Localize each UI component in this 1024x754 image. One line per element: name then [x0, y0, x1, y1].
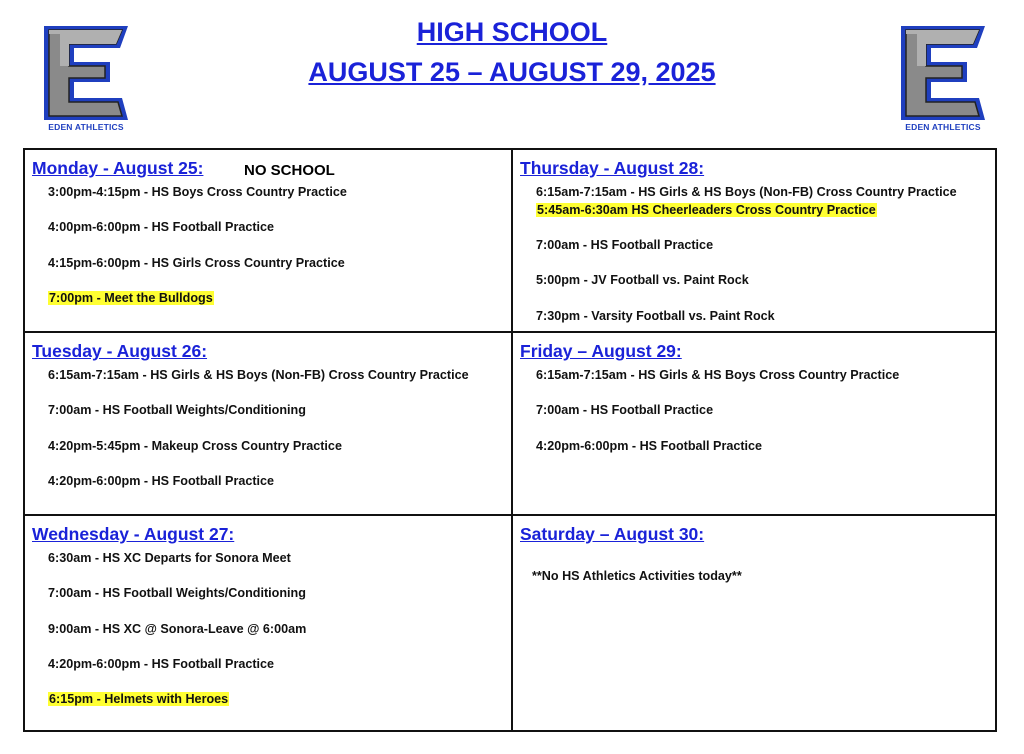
event-item: 6:30am - HS XC Departs for Sonora Meet [48, 551, 291, 565]
no-school-note: NO SCHOOL [244, 162, 335, 179]
event-item: 4:20pm-6:00pm - HS Football Practice [48, 657, 275, 671]
event-item: 7:00am - HS Football Practice [536, 403, 714, 417]
event-item-highlighted [48, 691, 229, 707]
day-heading: Wednesday - August 27: [32, 524, 235, 544]
event-item: 5:00pm - JV Football vs. Paint Rock [536, 273, 749, 287]
event-highlight-text: 6:15pm - Helmets with Heroes [49, 692, 229, 706]
event-item: 6:15am-7:15am - HS Girls & HS Boys (Non-FB) Cross Country Practice [48, 368, 469, 382]
event-item: 9:00am - HS XC @ Sonora-Leave @ 6:00am [48, 622, 307, 636]
day-heading: Thursday - August 28: [520, 158, 705, 178]
event-item: 4:15pm-6:00pm - HS Girls Cross Country Practice [48, 256, 345, 270]
event-item: 4:20pm-5:45pm - Makeup Cross Country Practice [48, 439, 342, 453]
logo-caption: EDEN ATHLETICS [48, 122, 124, 132]
schedule-grid [23, 148, 997, 732]
event-item: 7:00am - HS Football Weights/Conditioning [48, 586, 306, 600]
logo-caption: EDEN ATHLETICS [905, 122, 981, 132]
page-title: HIGH SCHOOL [416, 17, 608, 47]
event-highlight-text: 5:45am-6:30am HS Cheerleaders Cross Country Practice [537, 203, 876, 217]
event-item: 4:20pm-6:00pm - HS Football Practice [48, 474, 275, 488]
day-heading: Tuesday - August 26: [32, 341, 208, 361]
event-item: 4:00pm-6:00pm - HS Football Practice [48, 220, 275, 234]
day-cell-friday [513, 333, 997, 514]
event-item: 3:00pm-4:15pm - HS Boys Cross Country Practice [48, 185, 347, 199]
event-item: 7:30pm - Varsity Football vs. Paint Rock [536, 309, 775, 323]
day-cell-saturday [513, 516, 997, 730]
day-heading: Monday - August 25: [32, 158, 204, 178]
event-item: 6:15am-7:15am - HS Girls & HS Boys (Non-FB) Cross Country Practice [536, 185, 957, 199]
page-subtitle-date-range: AUGUST 25 – AUGUST 29, 2025 [308, 57, 716, 87]
day-cell-tuesday [25, 333, 511, 514]
day-cell-wednesday [25, 516, 511, 730]
day-cell-monday [25, 150, 511, 331]
day-heading: Saturday – August 30: [520, 524, 705, 544]
event-highlight-text: 7:00pm - Meet the Bulldogs [49, 291, 213, 305]
event-item-highlighted [48, 290, 214, 306]
event-item: 6:15am-7:15am - HS Girls & HS Boys Cross Country Practice [536, 368, 900, 382]
event-item: **No HS Athletics Activities today** [532, 569, 742, 583]
event-item: 7:00am - HS Football Practice [536, 238, 714, 252]
event-item: 7:00am - HS Football Weights/Conditioning [48, 403, 306, 417]
day-heading: Friday – August 29: [520, 341, 682, 361]
event-item: 4:20pm-6:00pm - HS Football Practice [536, 439, 763, 453]
day-cell-thursday [513, 150, 997, 331]
event-item-highlighted [536, 202, 877, 218]
